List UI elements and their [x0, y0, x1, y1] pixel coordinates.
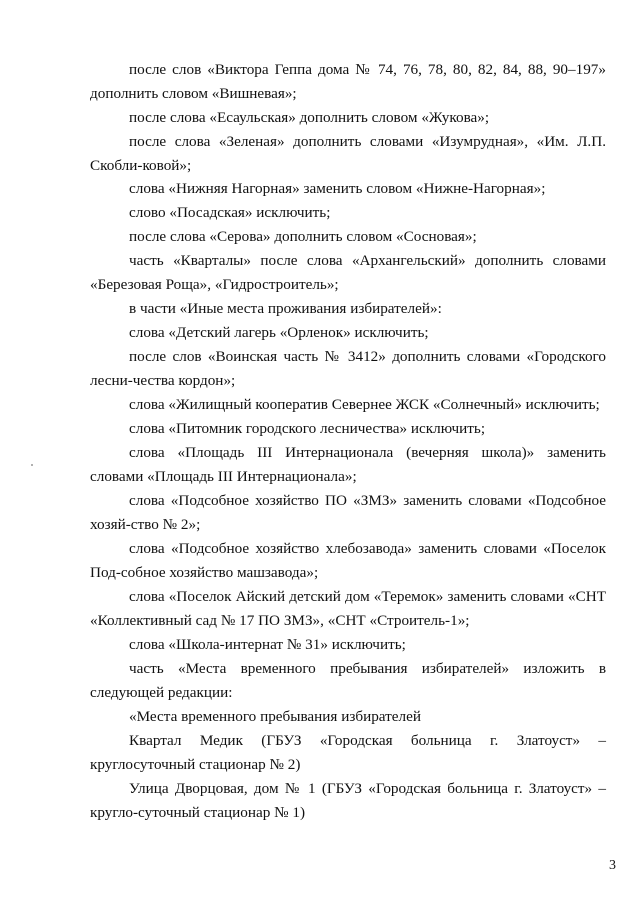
paragraph: Квартал Медик (ГБУЗ «Городская больница г. Златоуст» – круглосуточный стационар № 2)	[90, 732, 606, 773]
paragraph: Улица Дворцовая, дом № 1 (ГБУЗ «Городская больница г. Златоуст» – кругло-суточный стационар № 1)	[90, 780, 606, 821]
paragraph: после слов «Воинская часть № 3412» дополнить словами «Городского лесни-чества кордон»;	[90, 348, 606, 389]
scan-speck	[31, 464, 33, 466]
paragraph: после слова «Зеленая» дополнить словами «Изумрудная», «Им. Л.П. Скобли-ковой»;	[90, 133, 606, 174]
paragraph: слова «Подсобное хозяйство ПО «ЗМЗ» заменить словами «Подсобное хозяй-ство № 2»;	[90, 492, 606, 533]
paragraph: часть «Кварталы» после слова «Архангельский» дополнить словами «Березовая Роща», «Гидростроитель»;	[90, 252, 606, 293]
paragraph: слова «Детский лагерь «Орленок» исключить;	[129, 324, 429, 341]
paragraph: часть «Места временного пребывания избирателей» изложить в следующей редакции:	[90, 660, 606, 701]
paragraph: слова «Площадь III Интернационала (вечерняя школа)» заменить словами «Площадь III Интернационала»;	[90, 444, 606, 485]
paragraph: слова «Нижняя Нагорная» заменить словом «Нижне-Нагорная»;	[129, 180, 546, 197]
page-number: 3	[609, 858, 616, 873]
paragraph: после слов «Виктора Геппа дома № 74, 76, 78, 80, 82, 84, 88, 90–197» дополнить словом «Вишневая»;	[90, 61, 606, 102]
paragraph: в части «Иные места проживания избирателей»:	[129, 300, 442, 317]
paragraph: слова «Подсобное хозяйство хлебозавода» заменить словами «Поселок Под-собное хозяйство машзавода»;	[90, 540, 606, 581]
paragraph: «Места временного пребывания избирателей	[129, 708, 421, 725]
paragraph: слова «Поселок Айский детский дом «Теремок» заменить словами «СНТ «Коллективный сад № 17 ПО ЗМЗ», «СНТ «Строитель-1»;	[90, 588, 606, 629]
paragraph: слово «Посадская» исключить;	[129, 204, 331, 221]
paragraph: слова «Питомник городского лесничества» исключить;	[129, 420, 486, 437]
paragraph: после слова «Есаульская» дополнить словом «Жукова»;	[129, 109, 490, 126]
paragraph: слова «Жилищный кооператив Севернее ЖСК «Солнечный» исключить;	[129, 396, 600, 413]
paragraph: после слова «Серова» дополнить словом «Сосновая»;	[129, 228, 477, 245]
paragraph: слова «Школа-интернат № 31» исключить;	[129, 636, 406, 653]
